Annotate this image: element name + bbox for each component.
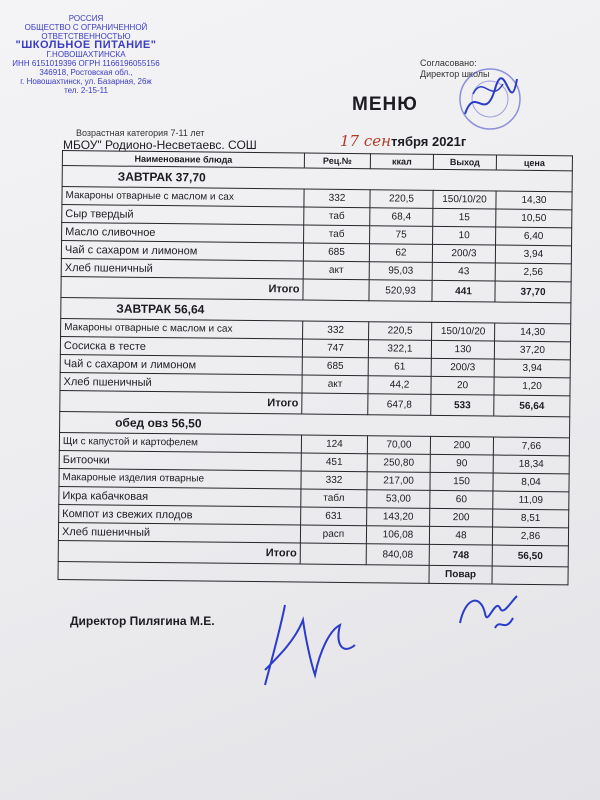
dish-rec: табл <box>301 489 367 508</box>
section-title: ЗАВТРАК 37,70 <box>62 166 572 192</box>
dish-name: Хлеб пшеничный <box>60 372 302 393</box>
total-label: Итого <box>61 276 303 300</box>
dish-name: Макароные изделия отварные <box>59 468 301 489</box>
total-price: 56,64 <box>494 395 570 417</box>
dish-kcal: 217,00 <box>367 472 430 491</box>
dish-kcal: 70,00 <box>367 436 430 455</box>
header-rec: Рец.№ <box>304 153 370 169</box>
section-title: обед овз 56,50 <box>60 411 570 437</box>
dish-yield: 10 <box>433 226 496 245</box>
total-empty <box>300 543 366 565</box>
page-title: МЕНЮ <box>352 94 418 115</box>
dish-price: 3,94 <box>494 359 570 378</box>
dish-rec: 332 <box>303 321 369 340</box>
date-handwritten: 17 сен <box>340 132 392 150</box>
total-price: 56,50 <box>492 545 568 567</box>
dish-price: 7,66 <box>493 437 569 456</box>
dish-price: 1,20 <box>494 377 570 396</box>
dish-kcal: 106,08 <box>366 526 429 545</box>
dish-yield: 130 <box>431 340 494 359</box>
dish-yield: 150/10/20 <box>433 190 496 209</box>
dish-name: Сыр твердый <box>62 205 304 226</box>
dish-name: Чай с сахаром и лимоном <box>61 241 303 262</box>
dish-yield: 48 <box>429 526 492 545</box>
dish-yield: 15 <box>433 208 496 227</box>
stamp-line: ОБЩЕСТВО С ОГРАНИЧЕННОЙ <box>24 23 148 32</box>
total-price: 37,70 <box>495 281 571 303</box>
header-price: цена <box>496 155 572 171</box>
dish-kcal: 62 <box>369 244 432 263</box>
dish-yield: 200 <box>430 436 493 455</box>
cook-signature-cell <box>492 566 568 585</box>
dish-name: Макароны отварные с маслом и сах <box>62 187 304 208</box>
stamp-line: г. Новошахтинск, ул. Базарная, 26ж <box>20 77 152 86</box>
dish-rec: таб <box>304 225 370 244</box>
dish-yield: 60 <box>430 490 493 509</box>
cook-label: Повар <box>429 565 492 584</box>
header-name: Наименование блюда <box>62 151 304 169</box>
header-yield: Выход <box>433 154 496 170</box>
approval-label: Согласовано: <box>420 58 477 68</box>
dish-yield: 90 <box>430 454 493 473</box>
dish-price: 3,94 <box>495 245 571 264</box>
dish-kcal: 95,03 <box>369 262 432 281</box>
dish-rec: 685 <box>303 243 369 262</box>
footer-director-cell <box>58 561 429 583</box>
dish-rec: 631 <box>301 507 367 526</box>
total-label: Итого <box>60 390 302 414</box>
dish-yield: 200 <box>430 508 493 527</box>
dish-name: Хлеб пшеничный <box>58 522 300 543</box>
dish-yield: 200/3 <box>431 358 494 377</box>
school-name: МБОУ" Родионо-Несветаевс. СОШ <box>63 138 257 152</box>
dish-price: 11,09 <box>493 491 569 510</box>
dish-rec: 685 <box>302 357 368 376</box>
total-empty <box>303 279 369 301</box>
dish-yield: 150/10/20 <box>432 322 495 341</box>
dish-kcal: 220,5 <box>370 190 433 209</box>
dish-price: 2,86 <box>492 527 568 546</box>
approval-role: Директор школы <box>420 69 490 79</box>
dish-kcal: 322,1 <box>368 340 431 359</box>
company-stamp <box>6 14 166 100</box>
dish-yield: 20 <box>431 376 494 395</box>
dish-kcal: 143,20 <box>367 508 430 527</box>
dish-name: Масло сливочное <box>62 223 304 244</box>
dish-rec: акт <box>303 261 369 280</box>
menu-body <box>58 166 572 585</box>
dish-name: Битоочки <box>59 450 301 471</box>
school-seal-icon <box>455 64 525 134</box>
cook-signature-icon <box>455 588 525 638</box>
date-printed: тября 2021г <box>391 134 467 149</box>
dish-price: 37,20 <box>494 341 570 360</box>
dish-price: 14,30 <box>495 323 571 342</box>
dish-price: 14,30 <box>496 191 572 210</box>
dish-price: 8,51 <box>493 509 569 528</box>
total-empty <box>302 393 368 415</box>
dish-price: 8,04 <box>493 473 569 492</box>
dish-price: 6,40 <box>496 227 572 246</box>
dish-name: Чай с сахаром и лимоном <box>60 354 302 375</box>
director-signature-line: Директор Пилягина М.Е. <box>70 614 215 628</box>
dish-name: Компот из свежих плодов <box>59 504 301 525</box>
stamp-line: Г.НОВОШАХТИНСКА <box>46 50 126 59</box>
section-title: ЗАВТРАК 56,64 <box>61 297 571 323</box>
stamp-line: 346918, Ростовская обл., <box>39 68 133 77</box>
dish-rec: расп <box>300 525 366 544</box>
dish-kcal: 250,80 <box>367 454 430 473</box>
dish-rec: 332 <box>301 471 367 490</box>
dish-price: 2,56 <box>495 263 571 282</box>
dish-yield: 43 <box>432 262 495 281</box>
total-kcal: 647,8 <box>368 394 431 416</box>
dish-kcal: 68,4 <box>370 208 433 227</box>
dish-kcal: 61 <box>368 358 431 377</box>
dish-rec: 124 <box>301 435 367 454</box>
age-category: Возрастная категория 7-11 лет <box>76 128 205 138</box>
stamp-line: ИНН 6151019396 ОГРН 1166196055156 <box>12 59 160 68</box>
stamp-company-name: "ШКОЛЬНОЕ ПИТАНИЕ" <box>15 39 157 51</box>
total-yield: 748 <box>429 544 492 566</box>
stamp-line: ОТВЕТСТВЕННОСТЬЮ <box>41 32 131 41</box>
dish-price: 10,50 <box>496 209 572 228</box>
header-kcal: ккал <box>370 154 433 170</box>
dish-rec: 451 <box>301 453 367 472</box>
dish-rec: таб <box>304 207 370 226</box>
total-label: Итого <box>58 540 300 564</box>
dish-yield: 150 <box>430 472 493 491</box>
dish-rec: акт <box>302 375 368 394</box>
dish-name: Щи с капустой и картофелем <box>59 432 301 453</box>
total-kcal: 840,08 <box>366 544 429 566</box>
dish-rec: 747 <box>302 339 368 358</box>
dish-kcal: 53,00 <box>367 490 430 509</box>
dish-name: Хлеб пшеничный <box>61 258 303 279</box>
total-yield: 441 <box>432 280 495 302</box>
dish-name: Икра кабачковая <box>59 486 301 507</box>
dish-name: Макароны отварные с маслом и сах <box>61 318 303 339</box>
total-kcal: 520,93 <box>369 280 432 302</box>
menu-date <box>340 132 466 150</box>
dish-kcal: 75 <box>370 226 433 245</box>
dish-rec: 332 <box>304 189 370 208</box>
total-yield: 533 <box>431 394 494 416</box>
dish-kcal: 220,5 <box>369 322 432 341</box>
dish-price: 18,34 <box>493 455 569 474</box>
dish-name: Сосиска в тесте <box>60 336 302 357</box>
menu-table <box>57 150 572 585</box>
stamp-line: РОССИЯ <box>68 14 104 23</box>
dish-kcal: 44,2 <box>368 376 431 395</box>
dish-yield: 200/3 <box>432 244 495 263</box>
stamp-line: тел. 2-15-11 <box>64 86 108 95</box>
director-signature-icon <box>255 600 365 690</box>
